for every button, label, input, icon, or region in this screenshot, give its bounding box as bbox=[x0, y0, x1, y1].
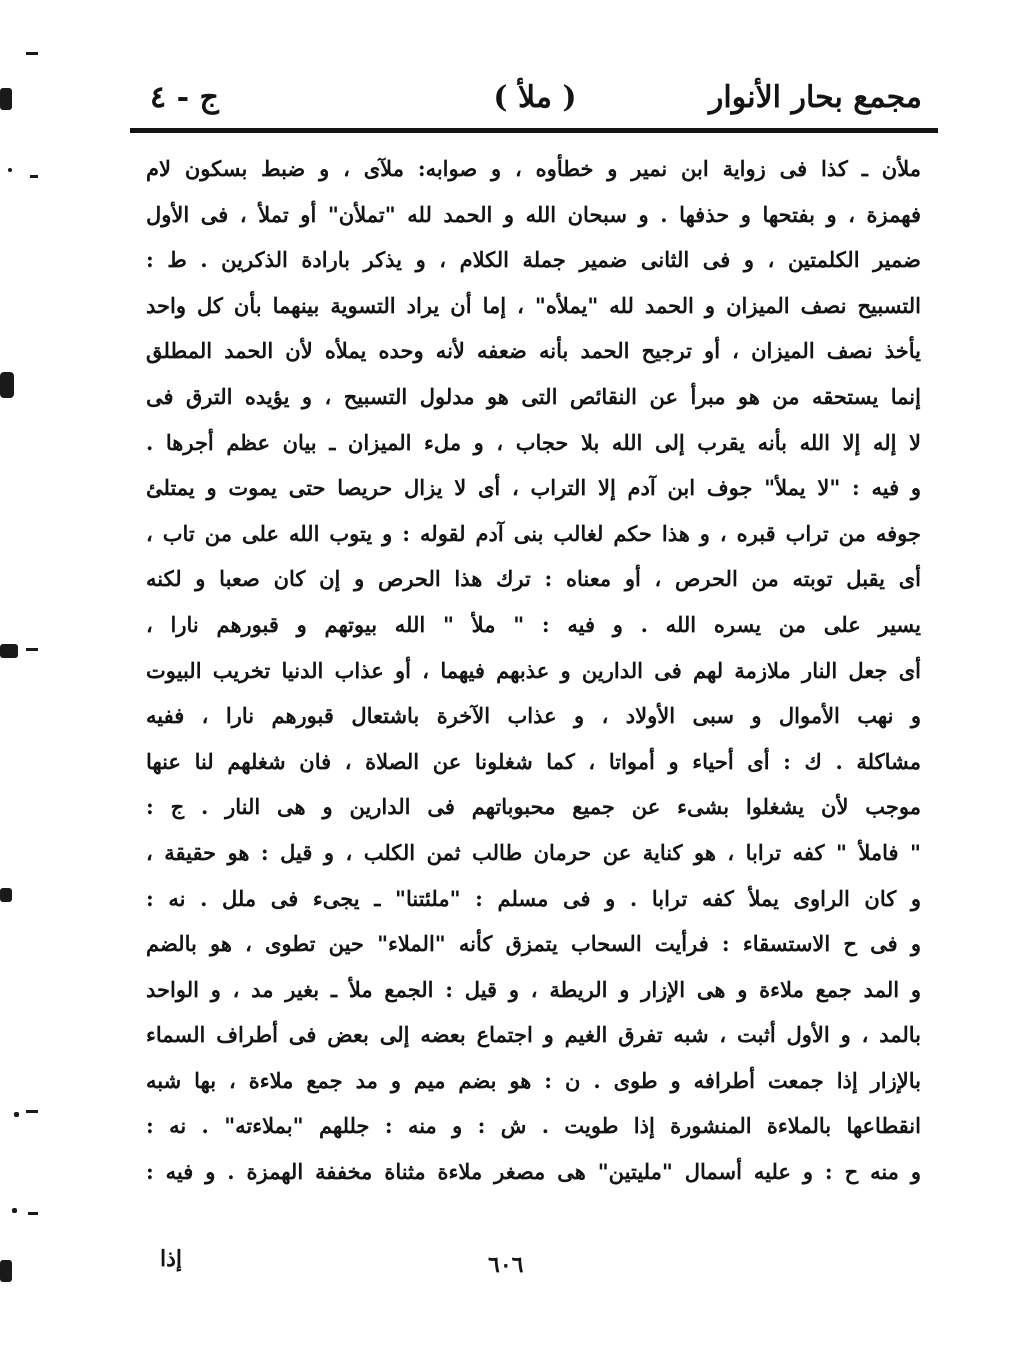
text-line: يسير على من يسره الله . و فيه : " ملأ " الله بيوتهم و قبورهم نارا ، bbox=[146, 611, 921, 637]
text-line: و فى ح الاستسقاء : فرأيت السحاب يتمزق كأنه "الملاء" حين تطوى ، هو بالضم bbox=[146, 931, 921, 957]
text-line: " فاملأ " كفه ترابا ، هو كناية عن حرمان طالب ثمن الكلب ، و قيل : هو حقيقة ، bbox=[146, 839, 921, 865]
text-line: التسبيح نصف الميزان و الحمد لله "يملأه" ، إما أن يراد التسوية بينهما بأن كل واحد bbox=[146, 292, 921, 318]
volume-label: ج - ٤ bbox=[150, 80, 219, 115]
scan-mark bbox=[0, 372, 14, 398]
text-line: ملأن ـ كذا فى زواية ابن نمير و خطأوه ، و صوابه: ملآى ، و ضبط بسكون لام bbox=[146, 156, 921, 181]
header-rule bbox=[130, 128, 938, 133]
scan-mark bbox=[30, 175, 38, 178]
scan-mark bbox=[0, 88, 12, 110]
scan-mark bbox=[26, 648, 38, 651]
catchword: إذا bbox=[160, 1246, 183, 1272]
body-text bbox=[146, 146, 921, 1236]
scan-mark bbox=[12, 1208, 17, 1213]
text-line: و نهب الأموال و سبى الأولاد ، و عذاب الآخرة باشتعال قبورهم نارا ، ففيه bbox=[146, 703, 921, 729]
scan-mark bbox=[26, 1110, 38, 1113]
scan-mark bbox=[26, 52, 38, 55]
text-line: و فيه : "لا يملأ" جوف ابن آدم إلا التراب ، أى لا يزال حريصا حتى يموت و يمتلئ bbox=[146, 475, 921, 501]
text-line: إنما يستحقه من هو مبرأ عن النقائص التى هو مدلول التسبيح ، و يؤيده الترق فى bbox=[146, 383, 921, 409]
scan-mark bbox=[0, 888, 12, 902]
text-line: يأخذ نصف الميزان ، أو ترجيح الحمد بأنه ضعفه لأنه وحده يملأه لأن الحمد المطلق bbox=[146, 338, 921, 364]
text-line: و كان الراوى يملأ كفه ترابا . و فى مسلم : "ملئتنا" ـ يجىء فى ملل . نه : bbox=[146, 885, 921, 911]
book-title: مجمع بحار الأنوار bbox=[708, 80, 922, 115]
scan-mark bbox=[8, 168, 12, 172]
entry-heading: ( ملأ ) bbox=[493, 80, 577, 115]
text-line: و منه ح : و عليه أسمال "مليتين" هى مصغر ملاءة مثناة مخففة الهمزة . و فيه : bbox=[146, 1159, 921, 1185]
page-number: ٦٠٦ bbox=[488, 1252, 524, 1278]
scan-mark bbox=[28, 1212, 38, 1215]
text-line: مشاكلة . ك : أى أحياء و أمواتا ، كما شغلونا عن الصلاة ، فان شغلهم لنا عنها bbox=[146, 748, 921, 774]
scan-mark bbox=[0, 1260, 12, 1282]
text-line: موجب لأن يشغلوا بشىء عن جميع محبوباتهم فى الدارين و هى النار . ج : bbox=[146, 794, 921, 820]
text-line: انقطاعها بالملاءة المنشورة إذا طويت . ش : و منه : جللهم "بملاءته" . نه : bbox=[146, 1113, 921, 1139]
text-line: أى جعل النار ملازمة لهم فى الدارين و عذبهم فيهما ، أو عذاب الدنيا تخريب البيوت bbox=[146, 657, 921, 683]
text-line: بالإزار إذا جمعت أطرافه و طوى . ن : هو بضم ميم و مد جمع ملاءة ، بها شبه bbox=[146, 1067, 921, 1093]
running-header bbox=[140, 72, 930, 122]
text-line: أى يقبل توبته من الحرص ، أو معناه : ترك هذا الحرص و إن كان صعبا و لكنه bbox=[146, 566, 921, 592]
text-line: فهمزة ، و بفتحها و حذفها . و سبحان الله و الحمد لله "تملأن" أو تملأ ، فى الأول bbox=[146, 201, 921, 227]
scan-mark bbox=[14, 1112, 19, 1117]
scan-mark bbox=[0, 644, 18, 658]
text-line: لا إله إلا الله بأنه يقرب إلى الله بلا حجاب ، و ملء الميزان ـ بيان عظم أجرها . bbox=[146, 429, 921, 455]
text-line: ضمير الكلمتين ، و فى الثانى ضمير جملة الكلام ، و يذكر بارادة الذكرين . ط : bbox=[146, 247, 921, 273]
text-line: بالمد ، و الأول أثبت ، شبه تفرق الغيم و اجتماع بعضه إلى بعض فى أطراف السماء bbox=[146, 1022, 921, 1048]
text-line: جوفه من تراب قبره ، و هذا حكم لغالب بنى آدم لقوله : و يتوب الله على من تاب ، bbox=[146, 520, 921, 546]
text-line: و المد جمع ملاءة و هى الإزار و الريطة ، و قيل : الجمع ملأ ـ بغير مد ، و الواحد bbox=[146, 976, 921, 1002]
